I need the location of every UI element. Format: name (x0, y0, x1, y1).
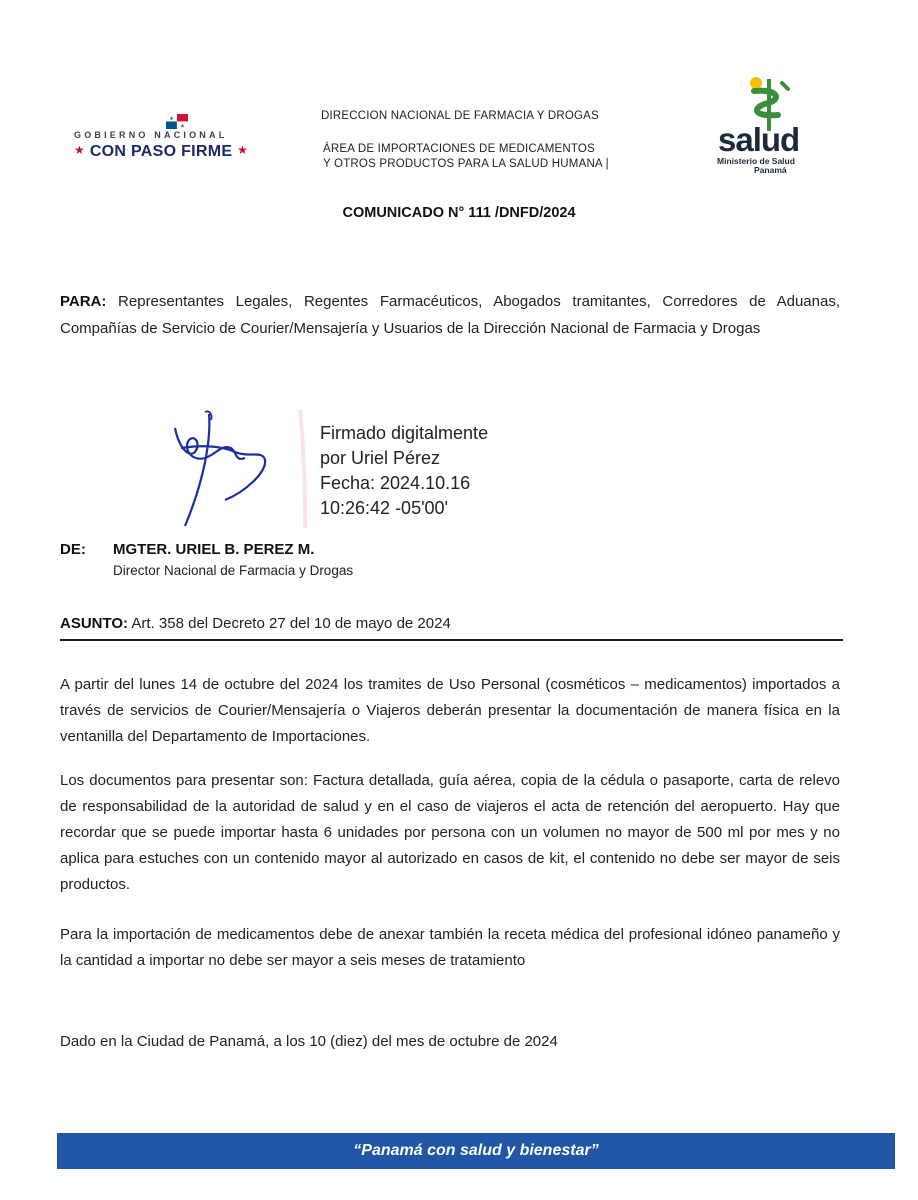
salud-logo-ministerio: Ministerio de Salud (717, 156, 795, 166)
de-label: DE: (60, 541, 86, 558)
signature-line-2: por Uriel Pérez (320, 448, 441, 468)
body-paragraph-1: A partir del lunes 14 de octubre del 2024 los tramites de Uso Personal (cosméticos – medicamentos) importados a través de servicios de Courier/Mensajería o Viajeros deberán presentar la documentación de manera física en la ventanilla del Departamento de Importaciones. (60, 676, 840, 745)
handwritten-signature (165, 408, 345, 538)
header-area-line1: ÁREA DE IMPORTACIONES DE MEDICAMENTOS (323, 143, 595, 155)
header-direccion: DIRECCION NACIONAL DE FARMACIA Y DROGAS (321, 110, 599, 122)
para-text: Representantes Legales, Regentes Farmacéuticos, Abogados tramitantes, Corredores de Aduanas, Compañías de Servicio de Courier/Mensajería y Usuarios de la Dirección Nacional de Farmacia y Drogas (60, 293, 840, 337)
para-block (60, 288, 840, 342)
divider (60, 639, 843, 641)
asunto-label: ASUNTO: (60, 615, 129, 632)
svg-text:★: ★ (169, 116, 174, 122)
gobierno-nacional-label: GOBIERNO NACIONAL (74, 130, 228, 140)
signature-line-4: 10:26:42 -05'00' (320, 498, 448, 518)
body-paragraph-3: Para la importación de medicamentos debe de anexar también la receta médica del profesional idóneo panameño y la cantidad a importar no debe ser mayor a seis meses de tratamiento (60, 926, 840, 969)
salud-logo-word: salud (718, 121, 800, 158)
body-paragraph-2: Los documentos para presentar son: Factura detallada, guía aérea, copia de la cédula o pasaporte, carta de relevo de responsabilidad de la autoridad de salud y en el caso de viajeros el acta de retención del aeropuerto. Hay que recordar que se puede importar hasta 6 unidades por persona con un volumen no mayor de 500 ml por mes y no aplica para estuches con un contenido mayor al autorizado en casos de kit, el contenido no debe ser mayor de seis productos. (60, 772, 840, 893)
star-icon: ★ (74, 143, 86, 157)
salud-logo-panama: Panamá (754, 165, 787, 175)
svg-text:★: ★ (180, 123, 185, 129)
digital-signature-block (320, 421, 488, 521)
asunto-text: Art. 358 del Decreto 27 del 10 de mayo de 2024 (131, 615, 451, 632)
star-icon: ★ (237, 143, 249, 157)
para-label: PARA: (60, 293, 107, 310)
de-name: MGTER. URIEL B. PEREZ M. (113, 541, 315, 558)
gobierno-slogan-text: CON PASO FIRME (89, 143, 233, 160)
header-area-line2: Y OTROS PRODUCTOS PARA LA SALUD HUMANA | (323, 158, 609, 170)
gobierno-slogan (74, 143, 248, 161)
signature-line-1: Firmado digitalmente (320, 423, 489, 443)
panama-flag-icon (166, 114, 188, 129)
de-title: Director Nacional de Farmacia y Drogas (113, 563, 354, 578)
footer-slogan: “Panamá con salud y bienestar” (353, 1142, 599, 1159)
asunto-line (60, 615, 451, 632)
signature-line-3: Fecha: 2024.10.16 (320, 473, 471, 493)
document-title: COMUNICADO N° 111 /DNFD/2024 (342, 205, 576, 221)
dado-line: Dado en la Ciudad de Panamá, a los 10 (diez) del mes de octubre de 2024 (60, 1033, 558, 1050)
